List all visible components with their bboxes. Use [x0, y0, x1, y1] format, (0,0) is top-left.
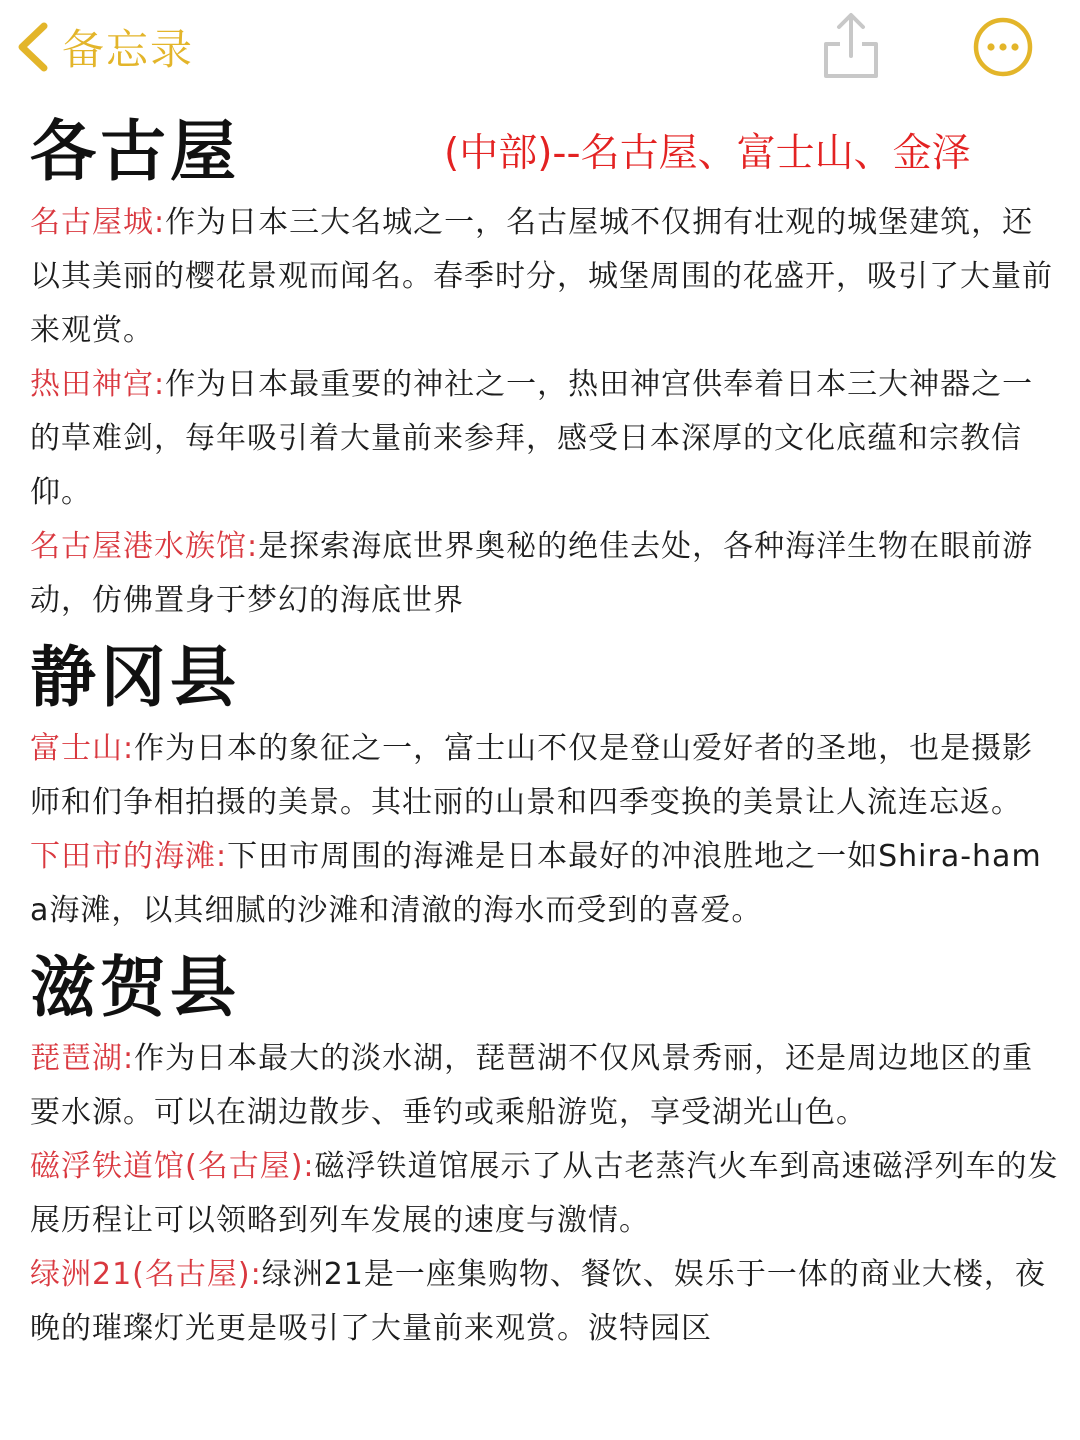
spot-paragraph — [30, 196, 1060, 358]
spot-paragraph — [30, 520, 1060, 628]
spot-name: 富士山: — [30, 731, 135, 766]
spot-name: 热田神宫: — [30, 367, 166, 402]
spot-description: 作为日本三大名城之一，名古屋城不仅拥有壮观的城堡建筑，还以其美丽的樱花景观而闻名。春季时分，城堡周围的花盛开，吸引了大量前来观赏。 — [30, 205, 1053, 348]
spot-description: 作为日本最重要的神社之一，热田神宫供奉着日本三大神器之一的草难剑，每年吸引着大量前来参拜，感受日本深厚的文化底蕴和宗教信仰。 — [30, 367, 1034, 510]
chevron-left-icon — [14, 20, 50, 74]
spot-name: 磁浮铁道馆(名古屋): — [30, 1149, 315, 1184]
spot-description: 下田市周围的海滩是日本最好的冲浪胜地之一如Shira-hama海滩，以其细腻的沙滩和清澈的海水而受到的喜爱。 — [30, 839, 1042, 928]
spot-description: 作为日本的象征之一，富士山不仅是登山爱好者的圣地，也是摄影师和们争相拍摄的美景。其壮丽的山景和四季变换的美景让人流连忘返。 — [30, 731, 1034, 820]
spot-name: 绿洲21(名古屋): — [30, 1257, 262, 1292]
spot-name: 名古屋港水族馆: — [30, 529, 259, 564]
spot-paragraph — [30, 358, 1060, 520]
spot-paragraph — [30, 722, 1060, 830]
spot-name: 琵琶湖: — [30, 1041, 135, 1076]
spot-description: 作为日本最大的淡水湖，琵琶湖不仅风景秀丽，还是周边地区的重要水源。可以在湖边散步、垂钓或乘船游览，享受湖光山色。 — [30, 1041, 1034, 1130]
back-label: 备忘录 — [62, 25, 195, 74]
section-subtitle: (中部)--名古屋、富士山、金泽 — [444, 131, 971, 176]
spot-description: 绿洲21是一座集购物、餐饮、娱乐于一体的商业大楼，夜晚的璀璨灯光更是吸引了大量前来观赏。波特园区 — [30, 1257, 1046, 1346]
region-title: 各古屋 — [30, 113, 240, 190]
section-header — [30, 108, 1060, 196]
section-header — [30, 634, 1060, 722]
spot-name: 名古屋城: — [30, 205, 166, 240]
section-header — [30, 944, 1060, 1032]
note-content — [30, 108, 1060, 1356]
spot-paragraph — [30, 1032, 1060, 1140]
region-title: 滋贺县 — [30, 949, 240, 1026]
more-icon — [972, 63, 1034, 82]
spot-name: 下田市的海滩: — [30, 839, 228, 874]
spot-paragraph — [30, 830, 1060, 938]
spot-paragraph — [30, 1140, 1060, 1248]
region-title: 静冈县 — [30, 639, 240, 716]
share-icon — [820, 67, 882, 86]
back-button[interactable] — [14, 14, 194, 80]
spot-description: 磁浮铁道馆展示了从古老蒸汽火车到高速磁浮列车的发展历程让可以领略到列车发展的速度与激情。 — [30, 1149, 1059, 1238]
spot-description: 是探索海底世界奥秘的绝佳去处，各种海洋生物在眼前游动，仿佛置身于梦幻的海底世界 — [30, 529, 1034, 618]
navigation-bar — [0, 0, 1080, 100]
share-button[interactable] — [820, 10, 882, 82]
spot-paragraph — [30, 1248, 1060, 1356]
more-button[interactable] — [972, 16, 1034, 78]
